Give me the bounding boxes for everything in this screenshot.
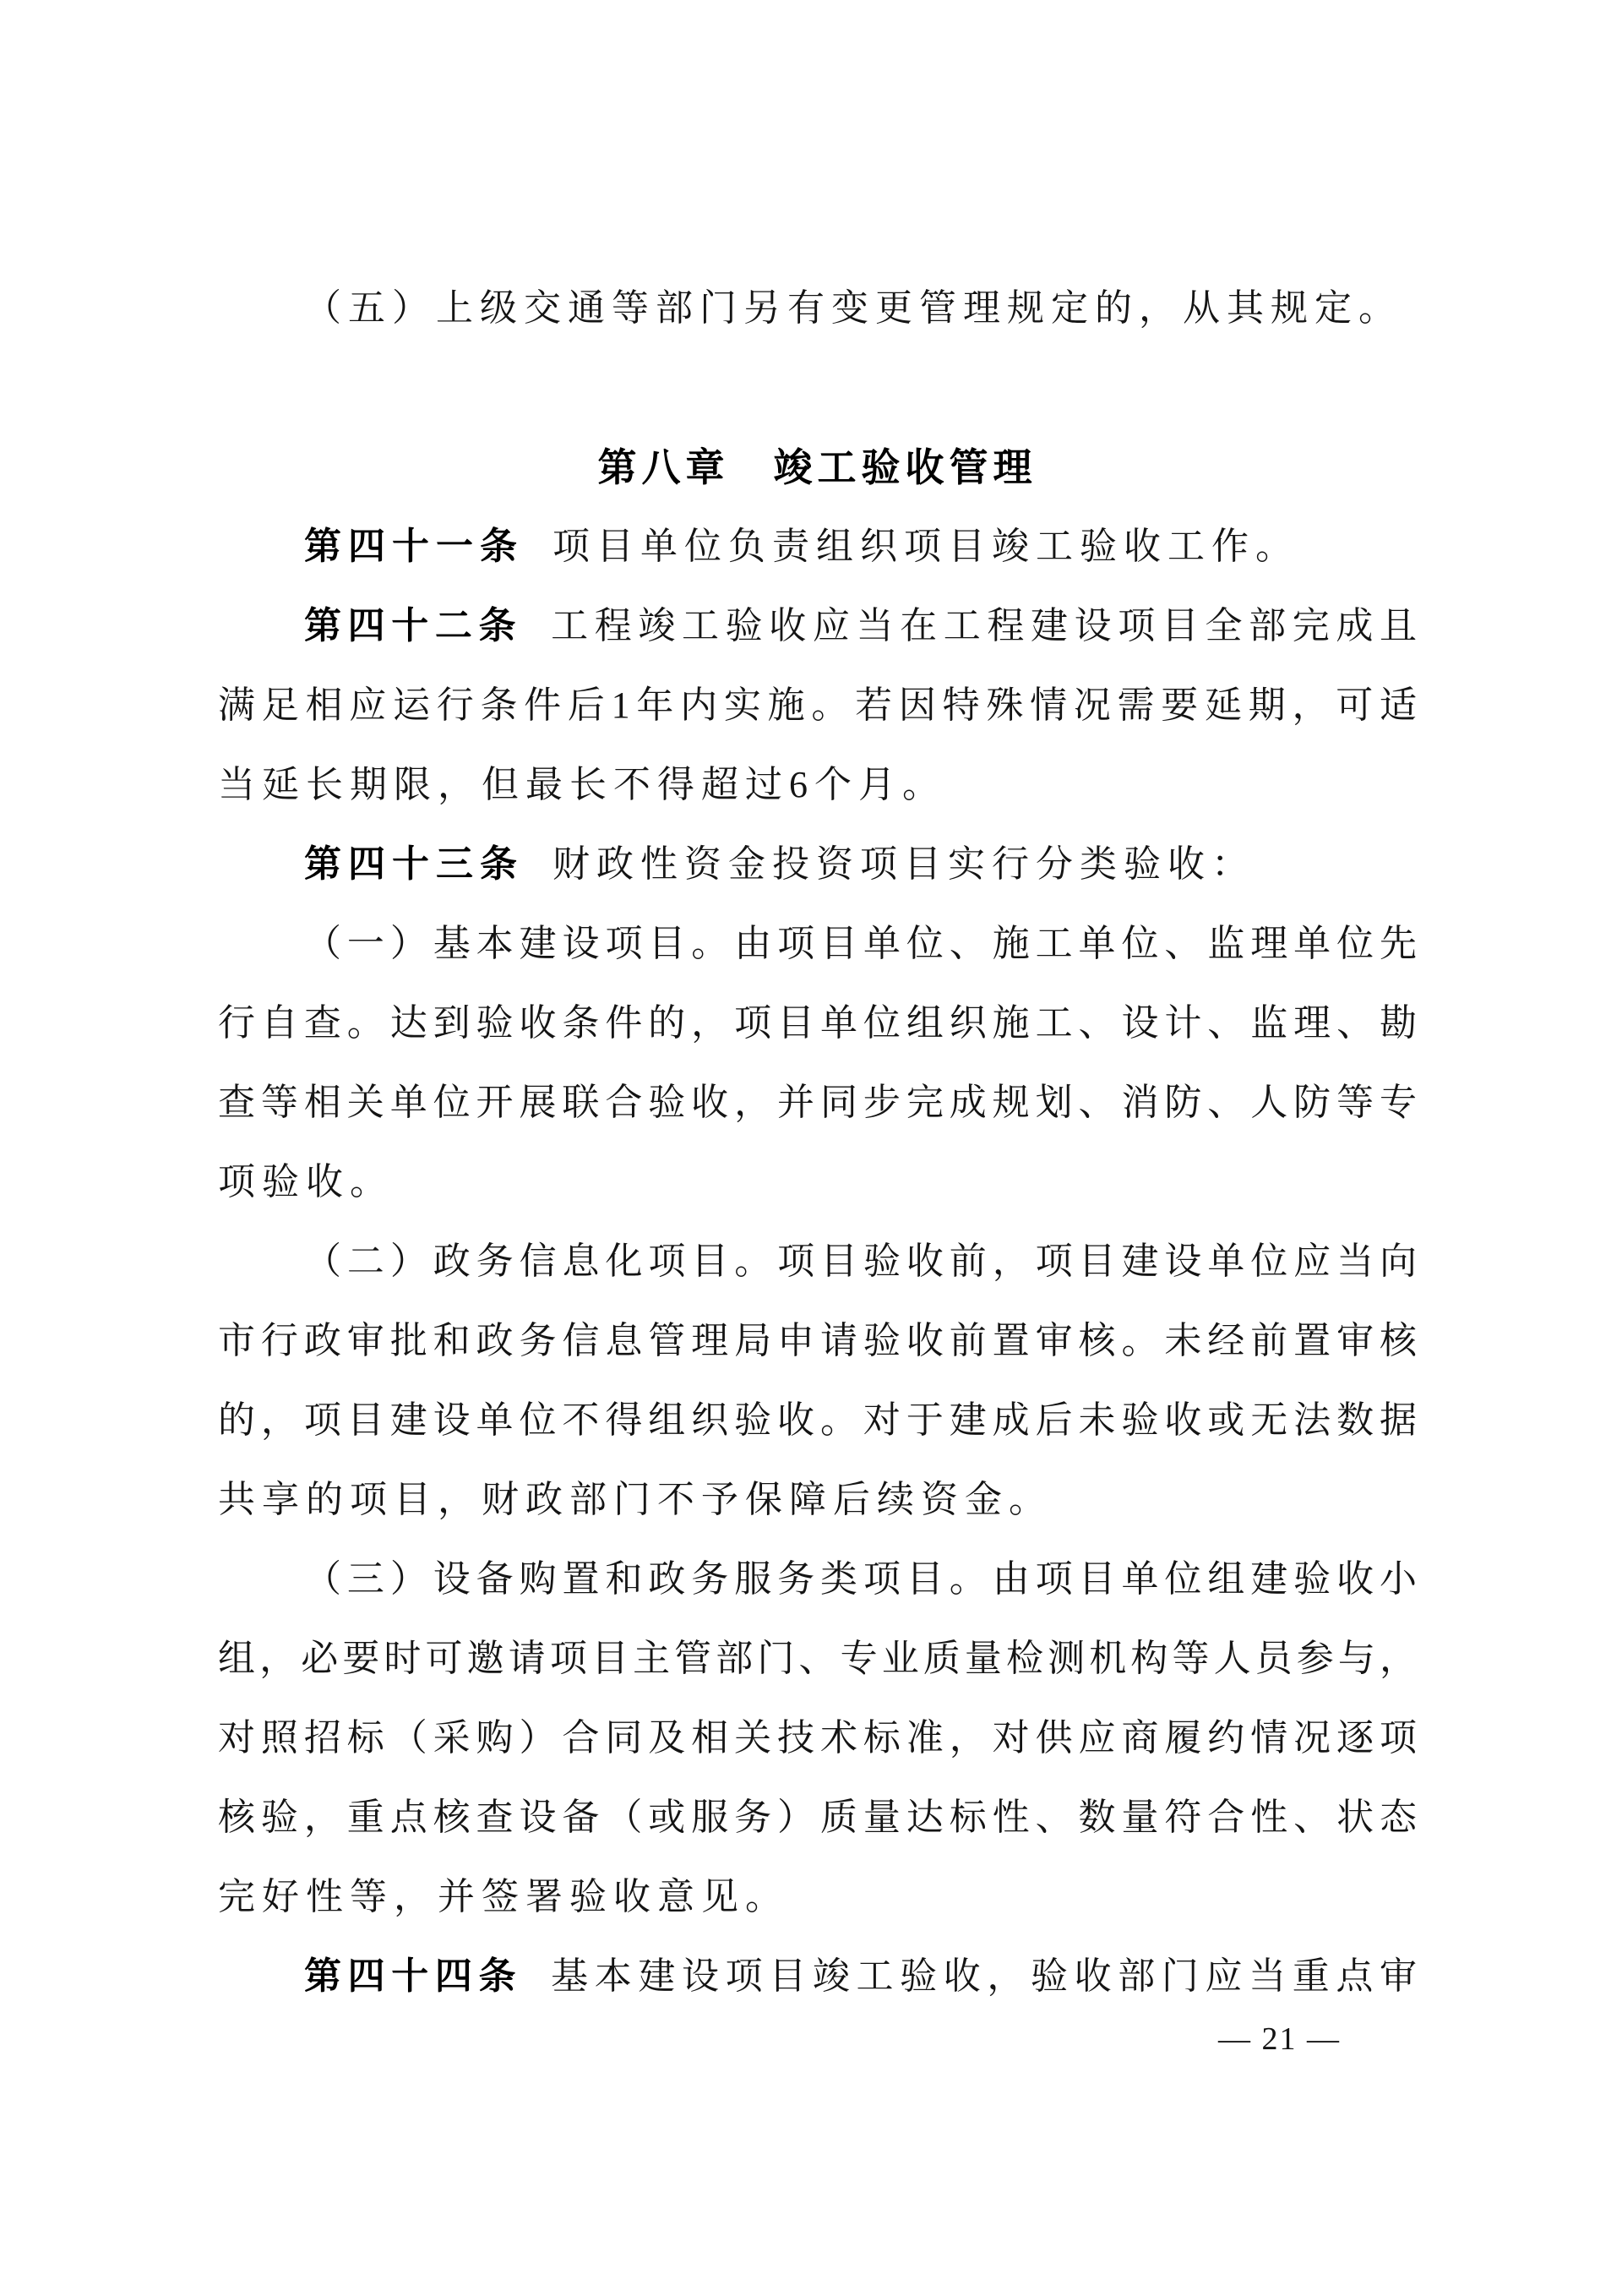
blank-line [218, 348, 1417, 428]
text-line [218, 1063, 1417, 1143]
line-text: 基本建设项目竣工验收，验收部门应当重点审 [551, 1955, 1417, 1997]
line-text: 共享的项目，财政部门不予保障后续资金。 [218, 1479, 1053, 1520]
text-line [218, 745, 1417, 825]
text-line [218, 1460, 1417, 1540]
text-line [218, 1699, 1417, 1778]
line-text: 项验收。 [218, 1161, 394, 1203]
line-text: 当延长期限，但最长不得超过6个月。 [218, 764, 946, 805]
line-text: （五）上级交通等部门另有变更管理规定的，从其规定。 [304, 287, 1402, 329]
line-text: 对照招标（采购）合同及相关技术标准，对供应商履约情况逐项 [218, 1717, 1417, 1759]
line-text: 工程竣工验收应当在工程建设项目全部完成且 [551, 605, 1417, 646]
text-line [218, 825, 1417, 904]
text-line [218, 1540, 1417, 1619]
page-number: — 21 — [1218, 2021, 1341, 2057]
article-number-lead: 第四十一条 [304, 526, 524, 567]
line-text: 财政性资金投资项目实行分类验收： [552, 843, 1255, 885]
text-line [218, 507, 1417, 586]
text-line [218, 1301, 1417, 1381]
line-text: 组，必要时可邀请项目主管部门、专业质量检测机构等人员参与， [218, 1638, 1417, 1679]
text-line [218, 1143, 1417, 1222]
line-text: （二）政务信息化项目。项目验收前，项目建设单位应当向 [304, 1241, 1417, 1282]
line-text: （三）设备购置和政务服务类项目。由项目单位组建验收小 [304, 1558, 1417, 1600]
page-footer [0, 2020, 1622, 2059]
line-text: 完好性等，并签署验收意见。 [218, 1876, 789, 1917]
chapter-heading: 第八章 竣工验收管理 [597, 445, 1037, 489]
line-text: 行自查。达到验收条件的，项目单位组织施工、设计、监理、勘 [218, 1002, 1417, 1044]
text-line [218, 904, 1417, 984]
text-line [218, 984, 1417, 1063]
line-text: 核验，重点核查设备（或服务）质量达标性、数量符合性、状态 [218, 1797, 1417, 1838]
line-text: 的，项目建设单位不得组织验收。对于建成后未验收或无法数据 [218, 1399, 1417, 1441]
text-line [218, 1857, 1417, 1937]
text-line [218, 1222, 1417, 1301]
text-line [218, 1381, 1417, 1460]
text-line [218, 269, 1417, 348]
text-line [218, 666, 1417, 745]
text-line [218, 1778, 1417, 1857]
article-number-lead: 第四十四条 [304, 1955, 523, 1997]
article-number-lead: 第四十三条 [304, 843, 524, 885]
line-text: 项目单位负责组织项目竣工验收工作。 [552, 526, 1299, 567]
line-text: 查等相关单位开展联合验收，并同步完成规划、消防、人防等专 [218, 1082, 1417, 1123]
text-line [218, 1619, 1417, 1699]
text-line [218, 586, 1417, 666]
line-text: 满足相应运行条件后1年内实施。若因特殊情况需要延期，可适 [218, 684, 1417, 726]
text-line [218, 1937, 1417, 2016]
document-body [218, 269, 1417, 2016]
article-number-lead: 第四十二条 [304, 605, 523, 646]
line-text: （一）基本建设项目。由项目单位、施工单位、监理单位先 [304, 923, 1417, 964]
line-text: 市行政审批和政务信息管理局申请验收前置审核。未经前置审核 [218, 1320, 1417, 1361]
